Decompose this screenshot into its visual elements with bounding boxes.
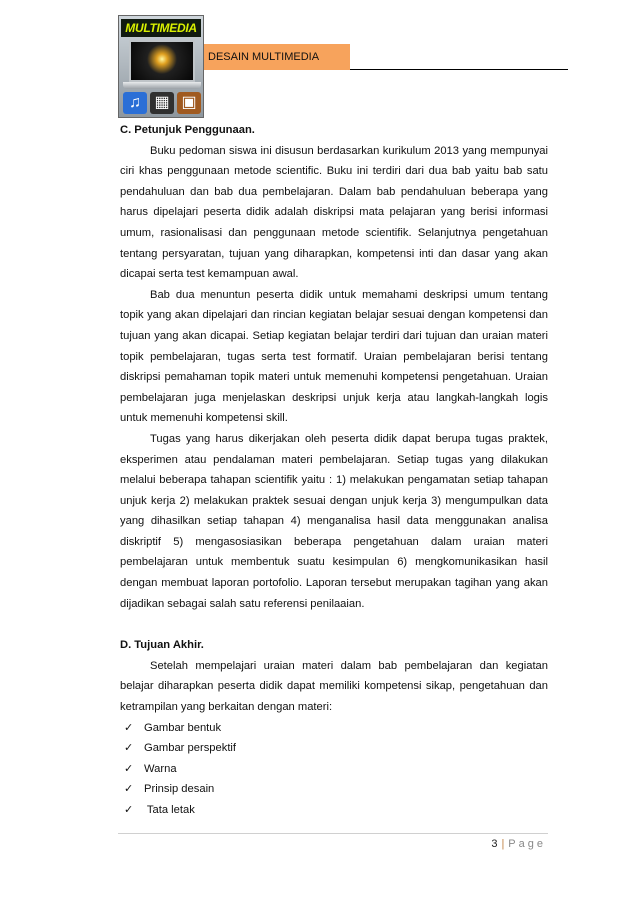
competency-checklist	[120, 718, 548, 821]
list-item-label: Gambar perspektif	[144, 742, 237, 755]
paragraph: Setelah mempelajari uraian materi dalam bab pembelajaran dan kegiatan belajar diharapkan peserta didik dapat memiliki kompetensi sikap, pengetahuan dan ketrampilan yang berkaitan dengan materi:	[120, 659, 548, 714]
section-d-heading: D. Tujuan Akhir.	[120, 639, 204, 652]
footer-rule	[118, 833, 548, 834]
list-item	[124, 718, 548, 739]
page-footer	[491, 838, 546, 850]
list-item-label: Warna	[144, 762, 177, 775]
list-item-label: Gambar bentuk	[144, 721, 222, 734]
list-item	[124, 800, 548, 821]
header-rule	[350, 69, 568, 70]
paragraph: Tugas yang harus dikerjakan oleh peserta didik dapat berupa tugas praktek, eksperimen atau pendalaman materi pembelajaran. Setiap tugas yang dilakukan melalui beberapa tahapan scientifik yaitu : 1) melakukan pengamatan setiap tahapan unjuk kerja 2) melakukan praktek sesuai dengan unjuk kerja 3) mengumpulkan data yang dihasilkan setiap tahapan 4) menganalisa hasil data menggunakan analisa diskriptif 5) mengasosiasikan beberapa pengetahuan dalam uraian materi pembelajaran untuk membentuk suatu kesimpulan 6) mengkomunikasikan hasil dengan membuat laporan portofolio. Laporan tersebut merupakan tagihan yang akan dijadikan sebagai salah satu referensi penilaaian.	[120, 432, 548, 610]
film-icon: ▦	[150, 92, 174, 114]
multimedia-logo	[118, 15, 204, 118]
check-icon: ✓	[124, 721, 134, 734]
photo-icon: ▣	[177, 92, 201, 114]
check-icon: ✓	[124, 783, 134, 796]
music-note-icon: ♫	[123, 92, 147, 114]
laptop-base	[123, 82, 201, 89]
list-item	[124, 759, 548, 780]
page-label: Page	[508, 838, 546, 850]
document-body	[120, 120, 548, 821]
list-item-label: Tata letak	[144, 804, 195, 816]
logo-media-icons	[123, 92, 201, 114]
header-tab: DESAIN MULTIMEDIA	[204, 44, 350, 70]
list-item	[124, 738, 548, 759]
check-icon: ✓	[124, 762, 134, 775]
logo-title: MULTIMEDIA	[121, 19, 201, 37]
laptop-icon	[129, 40, 195, 82]
paragraph: Buku pedoman siswa ini disusun berdasarkan kurikulum 2013 yang mempunyai ciri khas penggunaan metode scientific. Buku ini terdiri dari dua bab yaitu bab satu pendahuluan dan bab dua pembelajaran. Dalam bab pendahuluan beberapa yang harus dipelajari peserta didik adalah diskripsi mata pelajaran yang berisi informasi umum, rasionalisasi dan penggunaan metode scientifik. Selanjutnya pengetahuan tentang persyaratan, tujuan yang diharapkan, kompetensi inti dan dasar yang akan dicapai serta test kemampuan awal.	[120, 144, 548, 281]
list-item-label: Prinsip desain	[144, 783, 215, 796]
check-icon: ✓	[124, 742, 134, 755]
check-icon: ✓	[124, 804, 134, 816]
section-c-heading: C. Petunjuk Penggunaan.	[120, 124, 255, 136]
paragraph: Bab dua menuntun peserta didik untuk memahami deskripsi umum tentang topik yang akan dipelajari dan rincian kegiatan belajar sesuai dengan kompetensi dan tujuan yang akan dicapai. Setiap kegiatan belajar terdiri dari tujuan dan uraian materi topik pembelajaran, tugas serta test formatif. Uraian pembelajaran berisi tentang diskripsi pemahaman topik materi untuk memenuhi kompetensi pengetahuan. Uraian pembelajaran juga menjelaskan deskripsi unjuk kerja atau langkah-langkah logis untuk memenuhi kompetensi skill.	[120, 288, 548, 425]
footer-separator: |	[501, 838, 506, 850]
page-number: 3	[491, 838, 499, 850]
list-item	[124, 779, 548, 800]
